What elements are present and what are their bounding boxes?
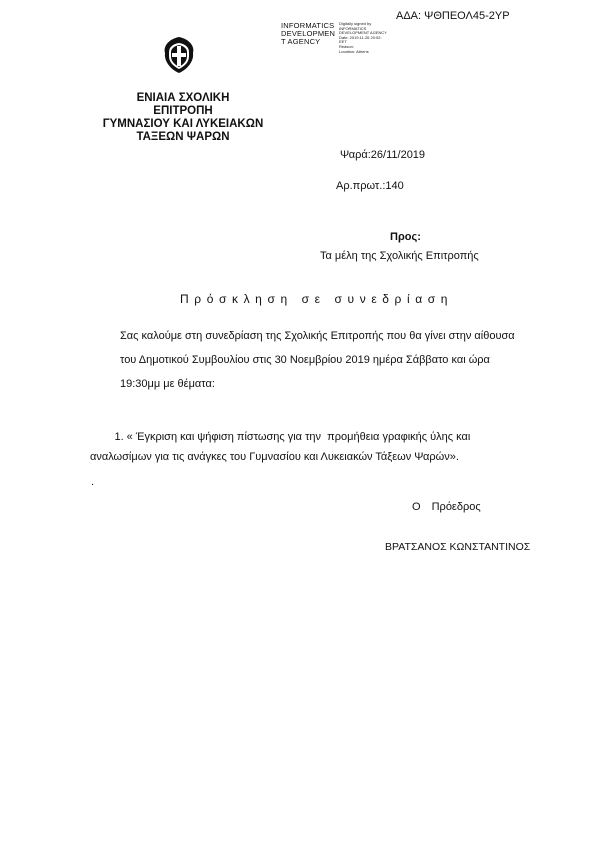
separator-dot: .	[91, 476, 95, 488]
body-text	[120, 324, 515, 396]
protocol-number: Αρ.πρωτ.:140	[336, 180, 404, 192]
signature-detail-line: Digitally signed by	[339, 21, 372, 26]
recipient: Τα μέλη της Σχολικής Επιτροπής	[320, 250, 479, 262]
agenda-item-line: αναλωσίμων για τις ανάγκες του Γυμνασίου και Λυκειακών Τάξεων Ψαρών».	[90, 451, 459, 463]
signature-detail-line: Reason:	[339, 43, 354, 49]
signature-stamp-line: T AGENCY	[281, 37, 321, 46]
ada-code: ΑΔΑ: ΨΘΠΕΟΛ45-2ΥΡ	[396, 10, 510, 22]
organization-name	[78, 92, 288, 144]
body-line: Σας καλούμε στη συνεδρίαση της Σχολικής Επιτροπής που θα γίνει στην αίθουσα	[120, 330, 515, 342]
agenda-item	[90, 427, 470, 467]
organization-line: ΓΥΜΝΑΣΙΟΥ ΚΑΙ ΛΥΚΕΙΑΚΩΝ	[102, 118, 264, 130]
signature-detail-line: EET	[339, 39, 347, 45]
agenda-item-line: 1. « Έγκριση και ψήφιση πίστωσης για την προμήθεια γραφικής ύλης και	[90, 431, 471, 443]
recipient-label: Προς:	[390, 231, 421, 243]
document-date: Ψαρά:26/11/2019	[340, 149, 426, 161]
signature-stamp-signer	[281, 22, 335, 46]
signature-detail-line: Date: 2019.11.26 20:52:	[339, 34, 382, 40]
signature-detail-line: Location: Athens	[339, 48, 369, 54]
signature-name: ΒΡΑΤΣΑΝΟΣ ΚΩΝΣΤΑΝΤΙΝΟΣ	[385, 541, 531, 553]
body-line: του Δημοτικού Συμβουλίου στις 30 Νοεμβρίου 2019 ημέρα Σάββατο και ώρα	[120, 354, 490, 366]
signature-stamp-line: INFORMATICS	[281, 21, 335, 30]
signature-detail-line: INFORMATICS	[339, 25, 367, 31]
signature-stamp-details	[339, 22, 387, 54]
organization-line: ΕΝΙΑΙΑ ΣΧΟΛΙΚΗ	[136, 92, 230, 104]
greek-coat-of-arms-icon	[161, 36, 197, 74]
organization-line: ΤΑΞΕΩΝ ΨΑΡΩΝ	[136, 131, 230, 143]
body-line: 19:30μμ με θέματα:	[120, 378, 215, 390]
signature-stamp-line: DEVELOPMEN	[281, 29, 336, 38]
signature-role: Ο Πρόεδρος	[412, 501, 481, 513]
signature-detail-line: DEVELOPMENT AGENCY	[339, 30, 387, 36]
organization-line: ΕΠΙΤΡΟΠΗ	[153, 105, 213, 117]
document-title: Πρόσκληση σε συνεδρίαση	[180, 292, 454, 306]
